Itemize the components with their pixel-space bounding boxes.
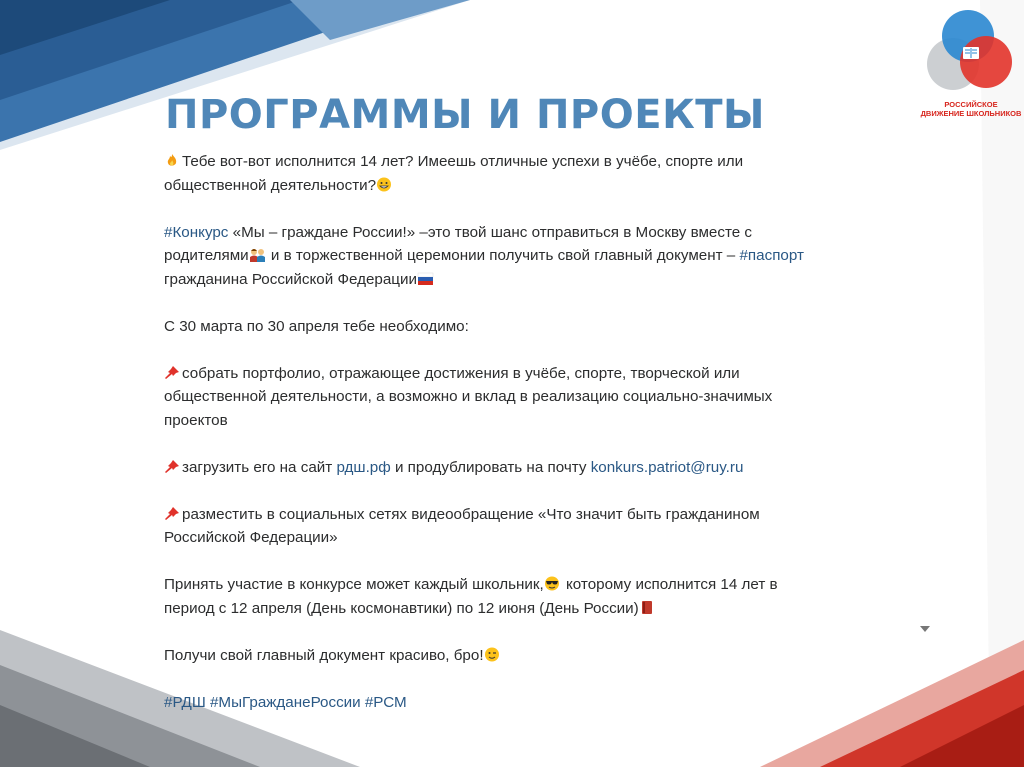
paragraph-step-2	[164, 456, 814, 480]
email-link[interactable]: konkurs.patriot@ruy.ru	[590, 458, 744, 476]
fire-icon	[164, 153, 181, 168]
pushpin-icon	[164, 365, 181, 380]
contest-text-1: «Мы – граждане России!» –это твой шанс отправиться в Москву вместе с родителями	[164, 223, 752, 264]
hashtag-pasport-link[interactable]: #паспорт	[739, 247, 804, 264]
eligibility-text-2: которому исполнится 14 лет в период с 12 апреля (День космонавтики) по 12 июня (День России)	[164, 576, 778, 617]
step-2-text-1: загрузить его на сайт	[182, 458, 337, 476]
step-3-text: разместить в социальных сетях видеообращение «Что значит быть гражданином Российской Федерации»	[164, 505, 760, 546]
pushpin-icon	[164, 506, 181, 521]
contest-text-2: и в торжественной церемонии получить свой главный документ –	[266, 247, 740, 264]
red-book-icon	[639, 600, 656, 615]
logo-circles-icon	[918, 2, 1024, 102]
logo-line2: ДВИЖЕНИЕ ШКОЛЬНИКОВ	[920, 109, 1022, 118]
eligibility-text-1: Принять участие в конкурсе может каждый школьник,	[164, 576, 544, 593]
rdsh-logo	[918, 2, 1024, 132]
grinning-face-icon	[376, 177, 393, 192]
site-link[interactable]: рдш.рф	[336, 458, 391, 476]
winking-face-icon	[484, 647, 501, 662]
step-2-text-2: и продублировать на почту	[390, 458, 591, 476]
paragraph-dates: С 30 марта по 30 апреля тебе необходимо:	[164, 317, 469, 335]
intro-text: Тебе вот-вот исполнится 14 лет? Имеешь отличные успехи в учёбе, спорте или общественной деятельности?	[164, 153, 744, 194]
logo-line1: РОССИЙСКОЕ	[944, 100, 998, 109]
contest-text-3: гражданина Российской Федерации	[164, 270, 417, 288]
couple-icon	[249, 247, 266, 262]
russia-flag-icon	[417, 271, 434, 286]
page-title: ПРОГРАММЫ И ПРОЕКТЫ	[165, 92, 765, 138]
paragraph-contest	[164, 221, 814, 292]
paragraph-step-1	[164, 362, 814, 433]
pushpin-icon	[164, 459, 181, 474]
hashtag-konkurs-link[interactable]: #Конкурс	[164, 223, 229, 241]
sunglasses-face-icon	[544, 576, 561, 591]
cta-text: Получи свой главный документ красиво, бро!	[164, 646, 484, 664]
paragraph-call-to-action	[164, 644, 814, 668]
step-1-text: собрать портфолио, отражающее достижения в учёбе, спорте, творческой или общественной деятельности, а возможно и вклад в реализацию социально-значимых проектов	[164, 364, 773, 429]
paragraph-intro	[164, 150, 814, 197]
post-body	[164, 150, 814, 738]
chevron-down-icon	[920, 626, 930, 632]
hashtags[interactable]: #РДШ #МыГражданеРоссии #РСМ	[164, 693, 407, 711]
paragraph-step-3	[164, 503, 814, 550]
paragraph-eligibility	[164, 573, 814, 620]
